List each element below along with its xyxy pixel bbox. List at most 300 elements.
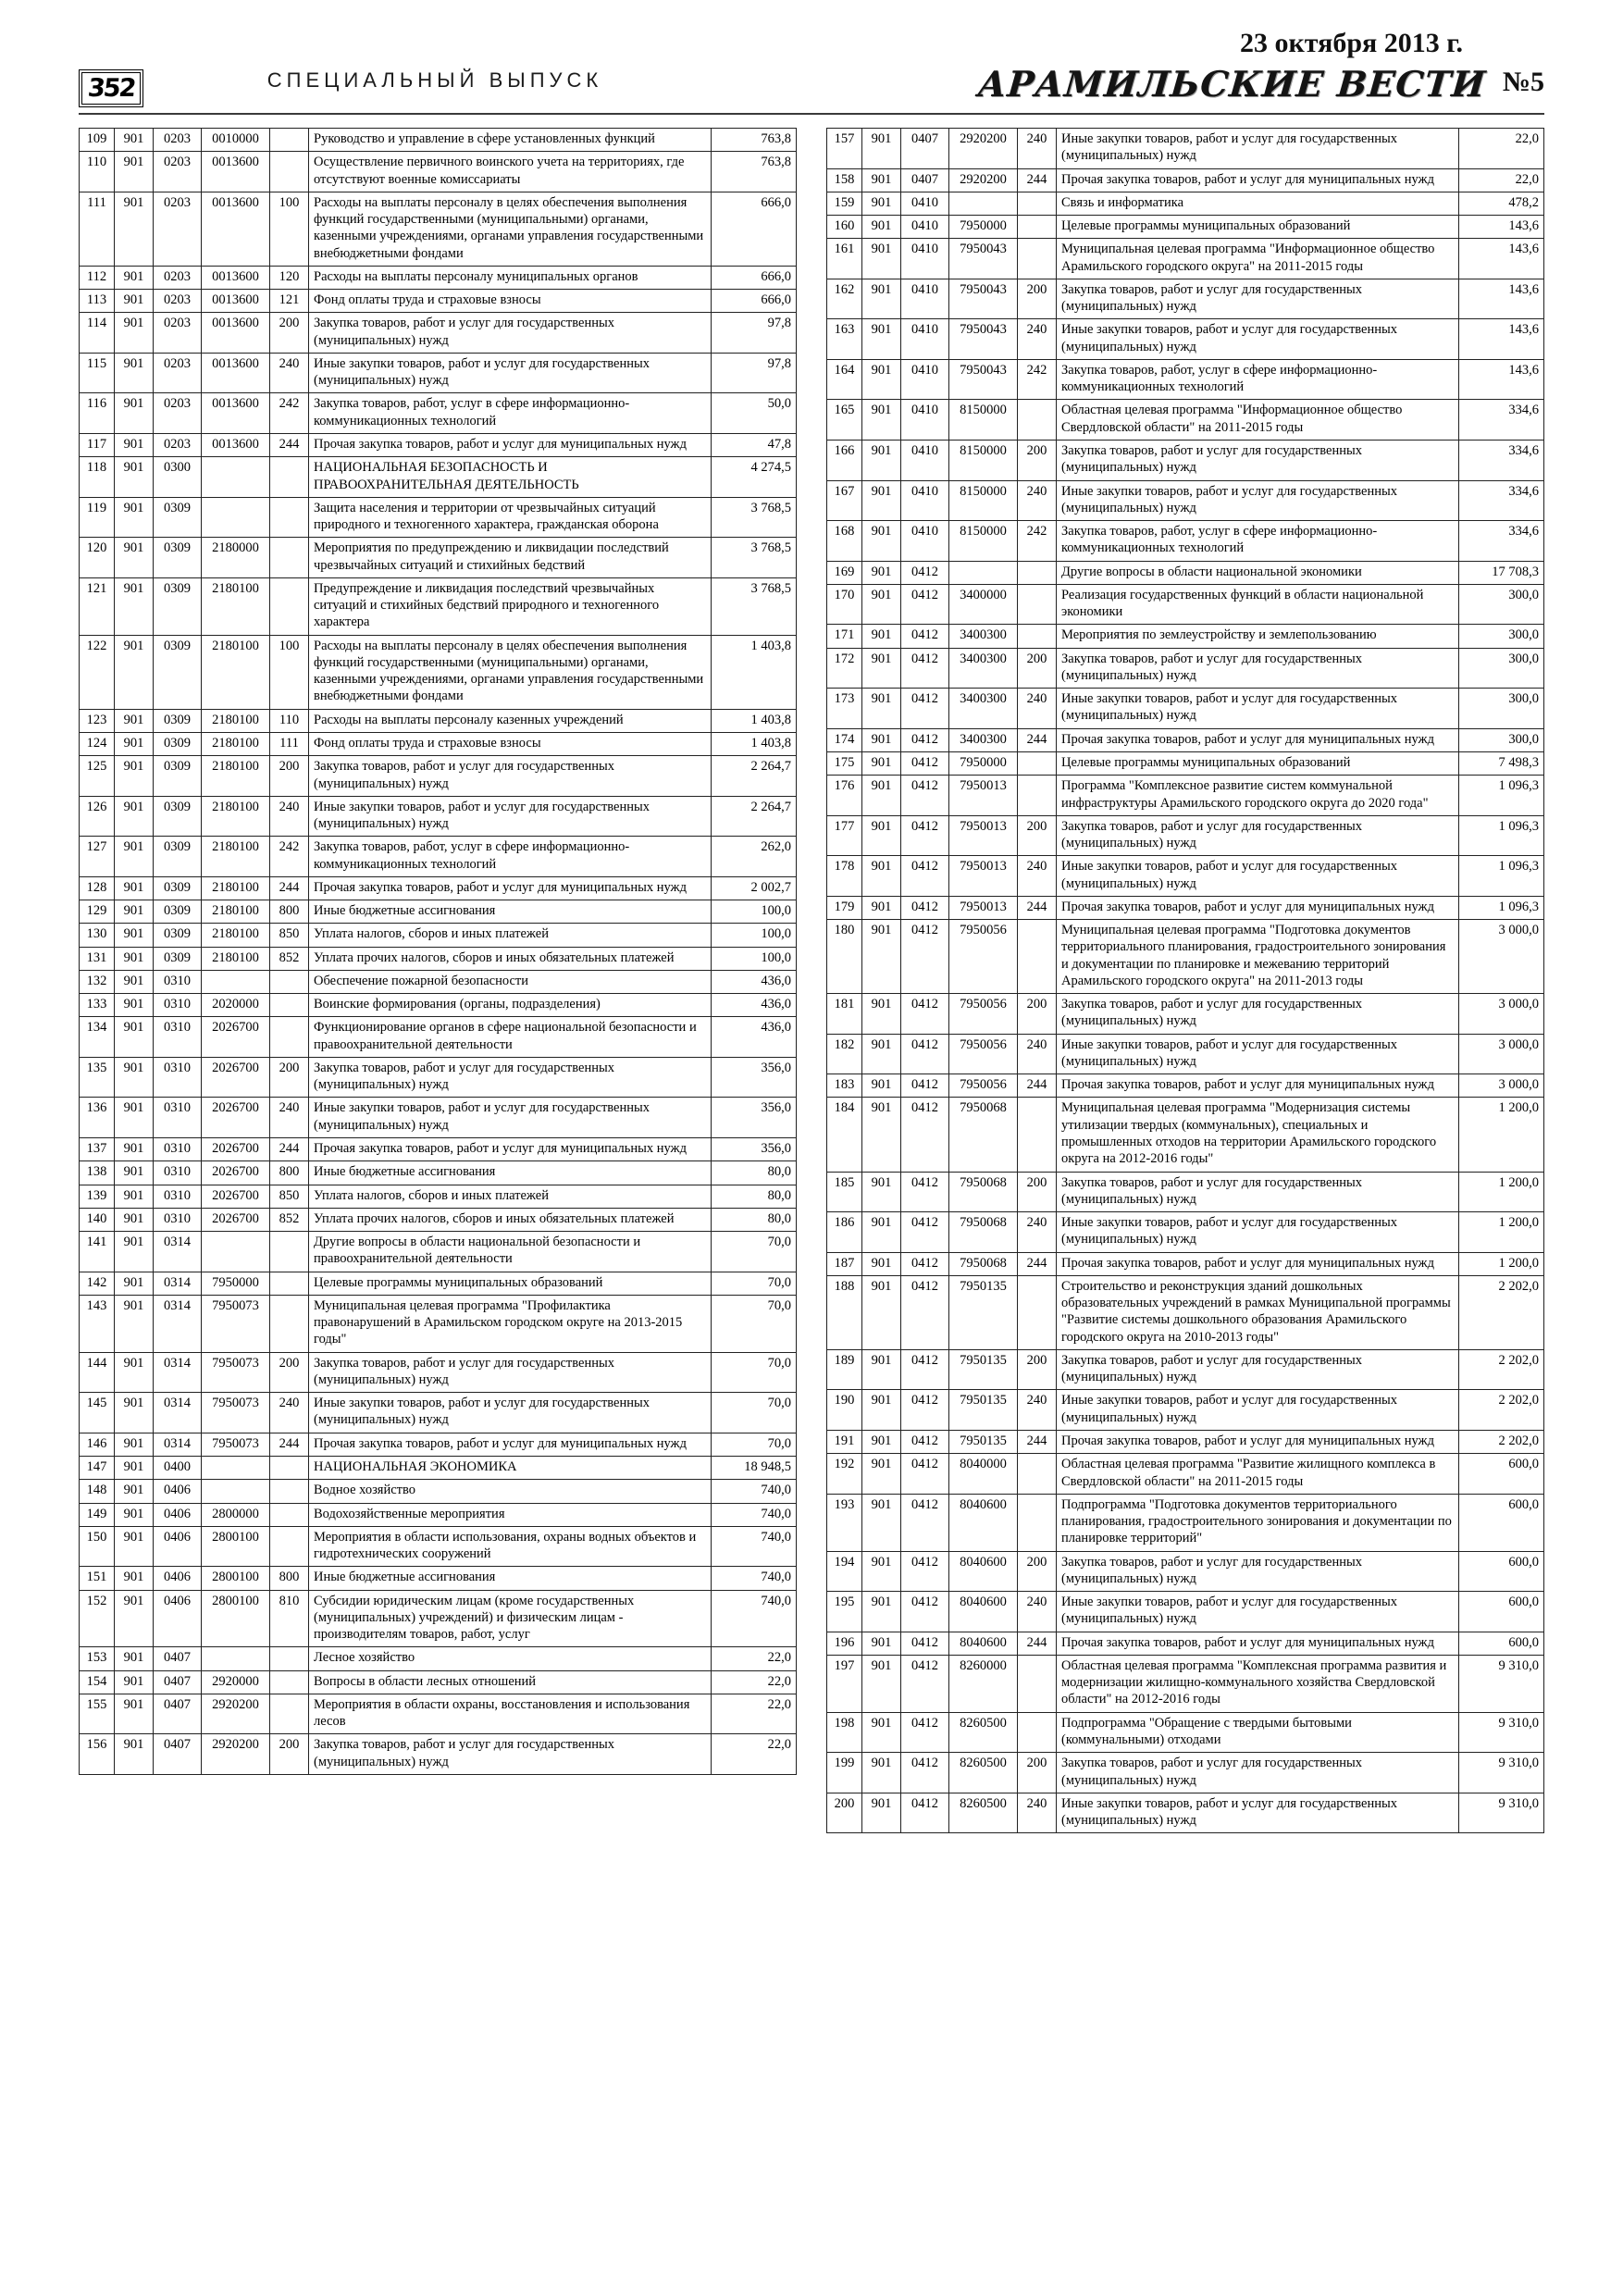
grbs-code: 901	[862, 994, 901, 1035]
section-code: 0310	[154, 1098, 202, 1138]
item-name: Прочая закупка товаров, работ и услуг для муниципальных нужд	[309, 1138, 712, 1161]
grbs-code: 901	[115, 1457, 154, 1480]
section-code: 0410	[901, 400, 949, 441]
row-number: 161	[827, 239, 862, 279]
row-number: 153	[80, 1647, 115, 1670]
target-article-code: 8040600	[949, 1592, 1018, 1632]
expense-type-code	[270, 152, 309, 192]
section-code: 0412	[901, 625, 949, 648]
target-article-code: 7950073	[202, 1295, 270, 1352]
expense-type-code: 240	[1018, 319, 1057, 360]
section-code: 0309	[154, 577, 202, 635]
budget-row	[827, 1349, 1544, 1390]
amount: 334,6	[1459, 440, 1544, 480]
row-number: 142	[80, 1272, 115, 1295]
amount: 1 096,3	[1459, 896, 1544, 919]
expense-type-code: 240	[1018, 1034, 1057, 1074]
section-code: 0407	[901, 129, 949, 169]
item-name: Мероприятия в области использования, охраны водных объектов и гидротехнических сооружений	[309, 1526, 712, 1567]
grbs-code: 901	[115, 393, 154, 434]
amount: 17 708,3	[1459, 561, 1544, 584]
item-name: Прочая закупка товаров, работ и услуг для муниципальных нужд	[1057, 728, 1459, 751]
item-name: Закупка товаров, работ и услуг для государственных (муниципальных) нужд	[1057, 994, 1459, 1035]
section-code: 0406	[154, 1480, 202, 1503]
target-article-code: 7950000	[202, 1272, 270, 1295]
expense-type-code: 200	[270, 313, 309, 354]
budget-row	[827, 168, 1544, 192]
row-number: 199	[827, 1753, 862, 1793]
expense-type-code: 244	[1018, 1074, 1057, 1098]
section-code: 0412	[901, 1390, 949, 1431]
grbs-code: 901	[862, 1655, 901, 1712]
budget-row	[827, 751, 1544, 775]
row-number: 164	[827, 359, 862, 400]
section-code: 0310	[154, 1161, 202, 1185]
expense-type-code: 240	[1018, 689, 1057, 729]
expense-type-code: 111	[270, 732, 309, 755]
item-name: Вопросы в области лесных отношений	[309, 1670, 712, 1694]
item-name: Иные закупки товаров, работ и услуг для государственных (муниципальных) нужд	[309, 353, 712, 393]
section-code: 0410	[901, 279, 949, 319]
row-number: 119	[80, 497, 115, 538]
budget-row	[80, 152, 797, 192]
item-name: Закупка товаров, работ и услуг для государственных (муниципальных) нужд	[1057, 1551, 1459, 1592]
amount: 1 200,0	[1459, 1172, 1544, 1212]
expense-type-code	[1018, 920, 1057, 994]
section-code: 0410	[901, 521, 949, 562]
grbs-code: 901	[862, 1212, 901, 1253]
row-number: 193	[827, 1494, 862, 1551]
amount: 3 000,0	[1459, 1034, 1544, 1074]
budget-row	[827, 480, 1544, 521]
amount: 18 948,5	[712, 1457, 797, 1480]
row-number: 124	[80, 732, 115, 755]
grbs-code: 901	[862, 1494, 901, 1551]
budget-table-left	[79, 128, 797, 1775]
budget-row	[80, 1734, 797, 1775]
target-article-code: 8260500	[949, 1793, 1018, 1833]
section-code: 0410	[901, 239, 949, 279]
row-number: 148	[80, 1480, 115, 1503]
section-code: 0412	[901, 1252, 949, 1275]
amount: 300,0	[1459, 689, 1544, 729]
grbs-code: 901	[115, 538, 154, 578]
budget-table-right-body	[827, 129, 1544, 1833]
budget-row	[827, 359, 1544, 400]
expense-type-code: 240	[1018, 1390, 1057, 1431]
grbs-code: 901	[862, 1793, 901, 1833]
section-code: 0410	[901, 440, 949, 480]
grbs-code: 901	[862, 1390, 901, 1431]
section-code: 0412	[901, 896, 949, 919]
section-code: 0203	[154, 129, 202, 152]
item-name: Закупка товаров, работ и услуг для государственных (муниципальных) нужд	[1057, 1753, 1459, 1793]
grbs-code: 901	[115, 1503, 154, 1526]
row-number: 111	[80, 192, 115, 266]
budget-row	[80, 1433, 797, 1456]
section-code: 0412	[901, 1074, 949, 1098]
item-name: Защита населения и территории от чрезвычайных ситуаций природного и техногенного характера, гражданская оборона	[309, 497, 712, 538]
amount: 70,0	[712, 1393, 797, 1433]
amount: 666,0	[712, 192, 797, 266]
amount: 9 310,0	[1459, 1753, 1544, 1793]
target-article-code: 2180100	[202, 837, 270, 877]
budget-row	[80, 393, 797, 434]
item-name: Мероприятия в области охраны, восстановления и использования лесов	[309, 1694, 712, 1734]
section-code: 0400	[154, 1457, 202, 1480]
masthead	[978, 63, 1544, 105]
item-name: Прочая закупка товаров, работ и услуг для муниципальных нужд	[309, 1433, 712, 1456]
item-name: Областная целевая программа "Комплексная программа развития и модернизации жилищно-коммунального хозяйства Свердловской области" на 2012-2016 годы	[1057, 1655, 1459, 1712]
item-name: Строительство и реконструкция зданий дошкольных образовательных учреждений в рамках Муниципальной программы "Развитие системы дошкольного образования Арамильского городского округа на 2010-2013 годы"	[1057, 1275, 1459, 1349]
grbs-code: 901	[115, 796, 154, 837]
budget-row	[80, 732, 797, 755]
row-number: 160	[827, 216, 862, 239]
row-number: 152	[80, 1590, 115, 1647]
target-article-code: 7950056	[949, 1074, 1018, 1098]
amount: 1 403,8	[712, 635, 797, 709]
budget-row	[80, 1098, 797, 1138]
grbs-code: 901	[115, 1590, 154, 1647]
grbs-code: 901	[115, 192, 154, 266]
target-article-code: 0013600	[202, 353, 270, 393]
section-code: 0314	[154, 1232, 202, 1272]
item-name: Закупка товаров, работ, услуг в сфере информационно-коммуникационных технологий	[309, 393, 712, 434]
section-code: 0310	[154, 1185, 202, 1208]
expense-type-code: 242	[1018, 521, 1057, 562]
target-article-code: 8150000	[949, 480, 1018, 521]
item-name: Воинские формирования (органы, подразделения)	[309, 994, 712, 1017]
target-article-code: 2180100	[202, 947, 270, 970]
row-number: 146	[80, 1433, 115, 1456]
grbs-code: 901	[862, 1172, 901, 1212]
expense-type-code: 200	[270, 1352, 309, 1393]
section-code: 0309	[154, 924, 202, 947]
grbs-code: 901	[115, 1295, 154, 1352]
grbs-code: 901	[115, 457, 154, 498]
row-number: 110	[80, 152, 115, 192]
amount: 334,6	[1459, 521, 1544, 562]
issue-number: №5	[1502, 67, 1544, 97]
section-code: 0309	[154, 796, 202, 837]
item-name: Прочая закупка товаров, работ и услуг для муниципальных нужд	[1057, 168, 1459, 192]
row-number: 188	[827, 1275, 862, 1349]
expense-type-code	[1018, 561, 1057, 584]
grbs-code: 901	[862, 648, 901, 689]
amount: 436,0	[712, 970, 797, 993]
section-code: 0203	[154, 152, 202, 192]
row-number: 169	[827, 561, 862, 584]
amount: 436,0	[712, 1017, 797, 1058]
section-code: 0412	[901, 1212, 949, 1253]
item-name: Подпрограмма "Обращение с твердыми бытовыми (коммунальными) отходами	[1057, 1712, 1459, 1753]
expense-type-code: 240	[270, 1393, 309, 1433]
row-number: 141	[80, 1232, 115, 1272]
grbs-code: 901	[115, 635, 154, 709]
expense-type-code: 240	[1018, 1592, 1057, 1632]
target-article-code: 8040600	[949, 1551, 1018, 1592]
budget-row	[80, 837, 797, 877]
target-article-code: 3400300	[949, 728, 1018, 751]
section-code: 0309	[154, 876, 202, 900]
expense-type-code: 100	[270, 192, 309, 266]
item-name: Расходы на выплаты персоналу в целях обеспечения выполнения функций государственными (муниципальными) органами, казенными учреждениями, органами управления государственными внебюджетными фондами	[309, 192, 712, 266]
item-name: Прочая закупка товаров, работ и услуг для муниципальных нужд	[309, 433, 712, 456]
amount: 600,0	[1459, 1551, 1544, 1592]
budget-row	[827, 689, 1544, 729]
target-article-code	[202, 1647, 270, 1670]
grbs-code: 901	[115, 1017, 154, 1058]
budget-row	[80, 970, 797, 993]
grbs-code: 901	[862, 319, 901, 360]
budget-row	[80, 457, 797, 498]
row-number: 183	[827, 1074, 862, 1098]
expense-type-code: 240	[1018, 856, 1057, 897]
amount: 143,6	[1459, 279, 1544, 319]
item-name: Предупреждение и ликвидация последствий чрезвычайных ситуаций и стихийных бедствий природного и техногенного характера	[309, 577, 712, 635]
target-article-code: 7950073	[202, 1393, 270, 1433]
budget-row	[827, 1494, 1544, 1551]
grbs-code: 901	[115, 152, 154, 192]
item-name: НАЦИОНАЛЬНАЯ ЭКОНОМИКА	[309, 1457, 712, 1480]
row-number: 134	[80, 1017, 115, 1058]
budget-row	[827, 192, 1544, 215]
target-article-code: 7950068	[949, 1212, 1018, 1253]
item-name: Закупка товаров, работ и услуг для государственных (муниципальных) нужд	[1057, 1349, 1459, 1390]
amount: 3 768,5	[712, 497, 797, 538]
grbs-code: 901	[862, 728, 901, 751]
budget-row	[827, 1098, 1544, 1172]
amount: 4 274,5	[712, 457, 797, 498]
section-code: 0203	[154, 290, 202, 313]
row-number: 166	[827, 440, 862, 480]
target-article-code: 3400000	[949, 584, 1018, 625]
grbs-code: 901	[115, 353, 154, 393]
section-code: 0412	[901, 815, 949, 856]
left-column	[79, 128, 797, 1775]
amount: 97,8	[712, 313, 797, 354]
item-name: Иные закупки товаров, работ и услуг для государственных (муниципальных) нужд	[309, 1393, 712, 1433]
section-code: 0410	[901, 192, 949, 215]
grbs-code: 901	[115, 1185, 154, 1208]
budget-row	[80, 1457, 797, 1480]
target-article-code: 8150000	[949, 521, 1018, 562]
section-code: 0203	[154, 313, 202, 354]
amount: 600,0	[1459, 1454, 1544, 1495]
item-name: Закупка товаров, работ, услуг в сфере информационно-коммуникационных технологий	[1057, 359, 1459, 400]
row-number: 192	[827, 1454, 862, 1495]
budget-table-right	[826, 128, 1544, 1833]
budget-row	[80, 1161, 797, 1185]
budget-row	[80, 1567, 797, 1590]
row-number: 175	[827, 751, 862, 775]
item-name: Обеспечение пожарной безопасности	[309, 970, 712, 993]
amount: 334,6	[1459, 400, 1544, 441]
budget-row	[827, 1034, 1544, 1074]
section-code: 0406	[154, 1567, 202, 1590]
budget-row	[80, 497, 797, 538]
item-name: Иные закупки товаров, работ и услуг для государственных (муниципальных) нужд	[1057, 1390, 1459, 1431]
expense-type-code	[1018, 1655, 1057, 1712]
expense-type-code: 850	[270, 924, 309, 947]
grbs-code: 901	[115, 433, 154, 456]
target-article-code: 2800000	[202, 1503, 270, 1526]
target-article-code: 7950000	[949, 751, 1018, 775]
row-number: 150	[80, 1526, 115, 1567]
budget-row	[827, 815, 1544, 856]
expense-type-code: 242	[1018, 359, 1057, 400]
budget-row	[80, 756, 797, 797]
item-name: Мероприятия по землеустройству и землепользованию	[1057, 625, 1459, 648]
expense-type-code	[270, 1647, 309, 1670]
row-number: 181	[827, 994, 862, 1035]
amount: 70,0	[712, 1352, 797, 1393]
amount: 2 264,7	[712, 756, 797, 797]
grbs-code: 901	[115, 1272, 154, 1295]
amount: 2 202,0	[1459, 1349, 1544, 1390]
budget-row	[80, 1526, 797, 1567]
expense-type-code: 242	[270, 393, 309, 434]
item-name: Иные бюджетные ассигнования	[309, 1567, 712, 1590]
amount: 1 096,3	[1459, 815, 1544, 856]
amount: 3 768,5	[712, 577, 797, 635]
budget-row	[80, 1480, 797, 1503]
expense-type-code	[270, 970, 309, 993]
grbs-code: 901	[115, 313, 154, 354]
row-number: 185	[827, 1172, 862, 1212]
row-number: 177	[827, 815, 862, 856]
row-number: 179	[827, 896, 862, 919]
section-code: 0310	[154, 1138, 202, 1161]
grbs-code: 901	[115, 1526, 154, 1567]
budget-row	[827, 584, 1544, 625]
budget-row	[827, 129, 1544, 169]
row-number: 168	[827, 521, 862, 562]
row-number: 178	[827, 856, 862, 897]
section-code: 0412	[901, 728, 949, 751]
row-number: 187	[827, 1252, 862, 1275]
grbs-code: 901	[862, 1632, 901, 1655]
row-number: 145	[80, 1393, 115, 1433]
grbs-code: 901	[862, 751, 901, 775]
expense-type-code	[1018, 192, 1057, 215]
grbs-code: 901	[862, 1454, 901, 1495]
item-name: Иные закупки товаров, работ и услуг для государственных (муниципальных) нужд	[1057, 129, 1459, 169]
target-article-code: 2180100	[202, 732, 270, 755]
amount: 3 768,5	[712, 538, 797, 578]
budget-row	[80, 129, 797, 152]
row-number: 182	[827, 1034, 862, 1074]
amount: 740,0	[712, 1590, 797, 1647]
expense-type-code	[270, 1670, 309, 1694]
item-name: Иные бюджетные ассигнования	[309, 900, 712, 924]
item-name: Закупка товаров, работ и услуг для государственных (муниципальных) нужд	[309, 1734, 712, 1775]
row-number: 157	[827, 129, 862, 169]
grbs-code: 901	[115, 947, 154, 970]
budget-row	[827, 1655, 1544, 1712]
item-name: Иные закупки товаров, работ и услуг для государственных (муниципальных) нужд	[309, 796, 712, 837]
item-name: Целевые программы муниципальных образований	[309, 1272, 712, 1295]
amount: 50,0	[712, 393, 797, 434]
expense-type-code: 244	[270, 433, 309, 456]
row-number: 173	[827, 689, 862, 729]
row-number: 156	[80, 1734, 115, 1775]
grbs-code: 901	[115, 1393, 154, 1433]
amount: 22,0	[712, 1670, 797, 1694]
amount: 1 403,8	[712, 732, 797, 755]
row-number: 174	[827, 728, 862, 751]
section-code: 0203	[154, 353, 202, 393]
item-name: Уплата прочих налогов, сборов и иных обязательных платежей	[309, 1208, 712, 1231]
target-article-code: 8260000	[949, 1655, 1018, 1712]
row-number: 137	[80, 1138, 115, 1161]
row-number: 170	[827, 584, 862, 625]
grbs-code: 901	[115, 1670, 154, 1694]
target-article-code: 2020000	[202, 994, 270, 1017]
section-code: 0412	[901, 1431, 949, 1454]
target-article-code	[202, 970, 270, 993]
expense-type-code	[1018, 1712, 1057, 1753]
amount: 97,8	[712, 353, 797, 393]
budget-row	[80, 876, 797, 900]
budget-row	[80, 433, 797, 456]
grbs-code: 901	[115, 1057, 154, 1098]
target-article-code: 0013600	[202, 433, 270, 456]
row-number: 121	[80, 577, 115, 635]
amount: 300,0	[1459, 625, 1544, 648]
amount: 22,0	[712, 1694, 797, 1734]
row-number: 186	[827, 1212, 862, 1253]
grbs-code: 901	[115, 1694, 154, 1734]
budget-row	[80, 796, 797, 837]
section-code: 0410	[901, 319, 949, 360]
section-code: 0412	[901, 1349, 949, 1390]
target-article-code: 0013600	[202, 152, 270, 192]
expense-type-code	[1018, 1494, 1057, 1551]
target-article-code: 3400300	[949, 648, 1018, 689]
expense-type-code	[270, 577, 309, 635]
row-number: 190	[827, 1390, 862, 1431]
amount: 478,2	[1459, 192, 1544, 215]
row-number: 162	[827, 279, 862, 319]
amount: 80,0	[712, 1208, 797, 1231]
expense-type-code: 200	[1018, 1172, 1057, 1212]
amount: 1 200,0	[1459, 1212, 1544, 1253]
amount: 100,0	[712, 900, 797, 924]
grbs-code: 901	[115, 1098, 154, 1138]
expense-type-code: 242	[270, 837, 309, 877]
section-code: 0412	[901, 751, 949, 775]
item-name: Другие вопросы в области национальной экономики	[1057, 561, 1459, 584]
row-number: 123	[80, 709, 115, 732]
section-code: 0412	[901, 1454, 949, 1495]
expense-type-code	[1018, 216, 1057, 239]
grbs-code: 901	[115, 129, 154, 152]
item-name: Целевые программы муниципальных образований	[1057, 751, 1459, 775]
section-code: 0309	[154, 947, 202, 970]
amount: 143,6	[1459, 239, 1544, 279]
expense-type-code	[1018, 239, 1057, 279]
expense-type-code: 240	[1018, 1793, 1057, 1833]
row-number: 128	[80, 876, 115, 900]
grbs-code: 901	[862, 400, 901, 441]
target-article-code: 7950073	[202, 1433, 270, 1456]
target-article-code: 2920000	[202, 1670, 270, 1694]
expense-type-code: 244	[270, 1433, 309, 1456]
expense-type-code: 200	[1018, 994, 1057, 1035]
section-code: 0314	[154, 1393, 202, 1433]
target-article-code: 7950056	[949, 920, 1018, 994]
